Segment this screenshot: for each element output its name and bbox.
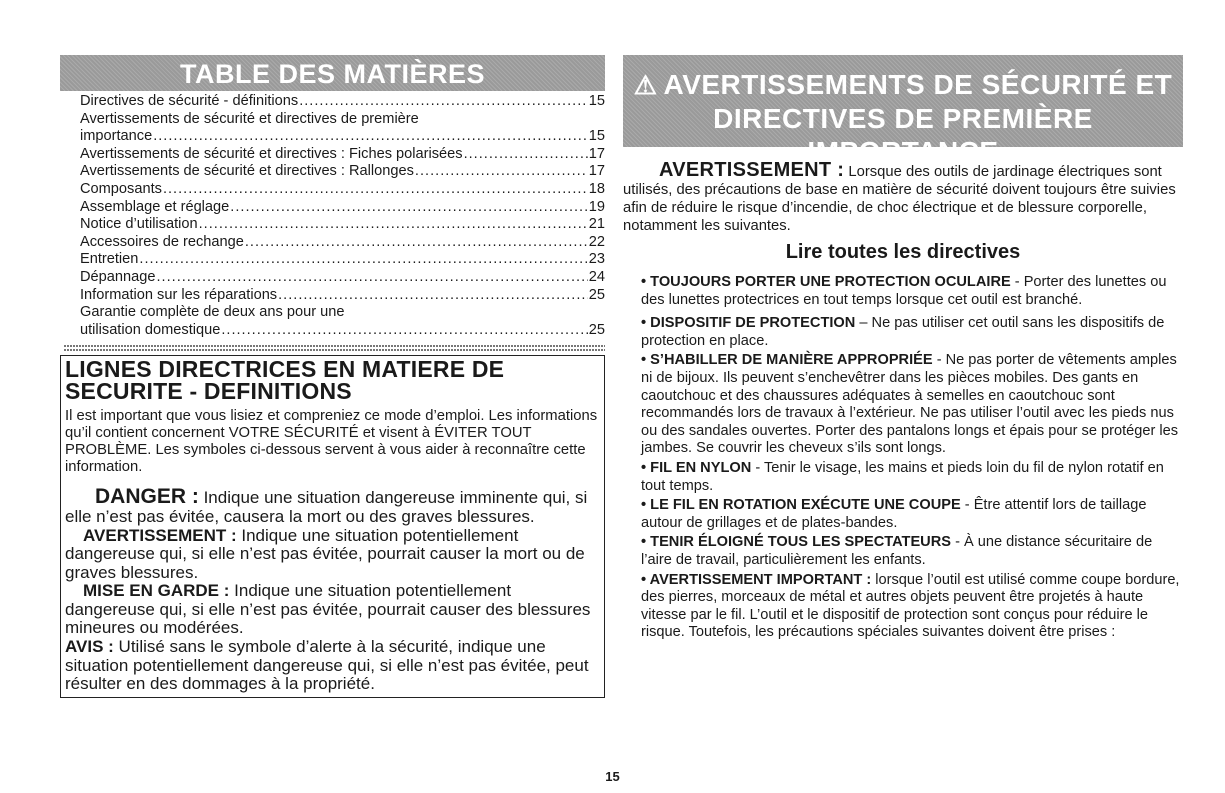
toc-entry-title-line: Avertissements de sécurité et directives de première (80, 110, 419, 127)
toc-entry[interactable] (80, 269, 605, 287)
toc-entry[interactable] (80, 234, 605, 252)
toc-entry-page: 25 (588, 321, 605, 338)
danger-label: DANGER : (95, 485, 199, 509)
safety-banner-line1: AVERTISSEMENTS DE SÉCURITÉ ET (663, 69, 1173, 100)
safety-warning (623, 161, 1183, 235)
caution-label: MISE EN GARDE : (83, 581, 230, 601)
safety-rules-list (623, 274, 1183, 642)
safety-rule: • TENIR ÉLOIGNÉ TOUS LES SPECTATEURS - À une distance sécuritaire de l’aire de travail, particulièrement les enfants. (641, 534, 1153, 568)
notice-text: Utilisé sans le symbole d’alerte à la sécurité, indique une situation potentiellement dangereuse qui, si elle n’est pas évitée, peut résulter en des dommages à la propriété. (65, 637, 589, 694)
safety-warning-text: Lorsque des outils de jardinage électriques sont utilisés, des précautions de base en matière de sécurité doivent toujours être suivies afin de réduire le risque d’incendie, de choc électrique et de blessure corporelle, notamment les suivantes. (623, 164, 1176, 234)
toc-entry-page: 18 (588, 180, 605, 197)
toc-entry-title: Dépannage (80, 268, 156, 285)
safety-rule: • S’HABILLER DE MANIÈRE APPROPRIÉE - Ne pas porter de vêtements amples ni de bijoux. Ils peuvent s’enchevêtrer dans les pièces mobiles. Des gants en caoutchouc et des chaussures adéquates à semelles en caoutchouc sont recommandés lors de travaux à l’extérieur. Ne pas utiliser l’outil avec les pieds nus ou des sandales ouvertes. Porter des pantalons longs et épais pour se protéger les jambes. Se couvrir les cheveux s’ils sont longs. (641, 352, 1179, 457)
warning-triangle-icon: ⚠ (633, 70, 658, 100)
toc-entry-title: utilisation domestique (80, 321, 221, 338)
toc-entry-page: 17 (588, 145, 605, 162)
toc-title: TABLE DES MATIÈRES (179, 59, 485, 89)
safety-banner (623, 55, 1183, 167)
toc-entry[interactable] (80, 287, 605, 305)
toc-entry-page: 19 (588, 198, 605, 215)
safety-rule: • DISPOSITIF DE PROTECTION – Ne pas utiliser cet outil sans les dispositifs de protection en place. (641, 315, 1165, 349)
toc-entry-title-line: Garantie complète de deux ans pour une (80, 304, 345, 321)
toc-entry[interactable] (80, 111, 605, 146)
toc-entry-page: 17 (588, 163, 605, 180)
safety-rule: • FIL EN NYLON - Tenir le visage, les mains et pieds loin du fil de nylon rotatif en tout temps. (641, 459, 1164, 494)
toc-entry[interactable] (80, 251, 605, 269)
toc-entry-page: 24 (588, 268, 605, 285)
toc-entry-page: 22 (588, 233, 605, 250)
toc-entry-title: Accessoires de rechange (80, 233, 244, 250)
definitions-box (60, 355, 605, 698)
notice-label: AVIS : (65, 637, 114, 657)
read-all-instructions-heading: Lire toutes les directives (785, 241, 1021, 263)
caution-definition (65, 582, 600, 638)
toc-entry-title: Entretien (80, 251, 139, 268)
warning-text: Indique une situation potentiellement dangereuse qui, si elle n’est pas évitée, pourrait causer la mort ou de graves blessures. (65, 525, 585, 582)
dotted-divider (64, 345, 605, 351)
warning-definition (65, 527, 600, 583)
notice-definition (65, 638, 600, 694)
safety-rule: • AVERTISSEMENT IMPORTANT : lorsque l’outil est utilisé comme coupe bordure, des pierres, morceaux de métal et autres objets peuvent être projetés à haute vitesse par le fil. L’outil et le dispositif de protection sont conçus pour réduire le risque. Toutefois, les précautions spéciales suivantes doivent être prises : (641, 571, 1180, 641)
toc-entry-page: 15 (588, 128, 605, 145)
toc-entry-title: importance (80, 128, 153, 145)
toc-entry[interactable] (80, 199, 605, 217)
toc-entry-page: 21 (588, 216, 605, 233)
safety-rule: • TOUJOURS PORTER UNE PROTECTION OCULAIRE - Porter des lunettes ou des lunettes protectrices en tout temps lorsque cet outil est branché. (641, 274, 1167, 308)
definitions-intro: Il est important que vous lisiez et compreniez ce mode d’emploi. Les informations qu’il contient concernent VOTRE SÉCURITÉ et visent à ÉVITER TOUT PROBLÈME. Les symboles ci-dessous servent à vous aider à reconnaître cette information. (65, 408, 598, 476)
toc-list (60, 93, 605, 339)
toc-banner (60, 55, 605, 91)
left-column (60, 55, 605, 698)
warning-label: AVERTISSEMENT : (83, 525, 237, 545)
toc-entry[interactable] (80, 146, 605, 164)
toc-entry-title: Composants (80, 180, 162, 197)
toc-entry-page: 15 (588, 93, 605, 109)
toc-entry-title: Notice d’utilisation (80, 216, 198, 233)
toc-entry[interactable] (80, 216, 605, 234)
danger-definition (65, 485, 600, 526)
toc-entry[interactable] (80, 163, 605, 181)
right-column (623, 55, 1183, 644)
definitions-title: LIGNES DIRECTRICES EN MATIERE DE SECURITE - DEFINITIONS (65, 356, 505, 405)
toc-entry[interactable] (80, 304, 605, 339)
toc-entry-title: Avertissements de sécurité et directives : Rallonges (80, 163, 414, 180)
caution-text: Indique une situation potentiellement dangereuse qui, si elle n’est pas évitée, pourrait causer des blessures mineures ou modérées. (65, 581, 591, 638)
toc-entry-page: 25 (588, 286, 605, 303)
toc-entry-page: 23 (588, 251, 605, 268)
toc-entry[interactable] (80, 181, 605, 199)
safety-warning-label: AVERTISSEMENT : (659, 159, 845, 181)
page-number: 15 (605, 769, 620, 784)
danger-text: Indique une situation dangereuse imminente qui, si elle n’est pas évitée, causera la mort ou des graves blessures. (65, 488, 588, 526)
toc-entry-title: Assemblage et réglage (80, 198, 230, 215)
toc-entry-title: Information sur les réparations (80, 286, 278, 303)
toc-entry[interactable] (80, 93, 605, 111)
safety-rule: • LE FIL EN ROTATION EXÉCUTE UNE COUPE - Être attentif lors de taillage autour de grillages et de plates-bandes. (641, 497, 1147, 531)
toc-entry-title: Avertissements de sécurité et directives : Fiches polarisées (80, 145, 463, 162)
safety-banner-line2: DIRECTIVES DE PREMIÈRE IMPORTANCE (713, 103, 1093, 167)
toc-entry-title: Directives de sécurité - définitions (80, 93, 299, 109)
